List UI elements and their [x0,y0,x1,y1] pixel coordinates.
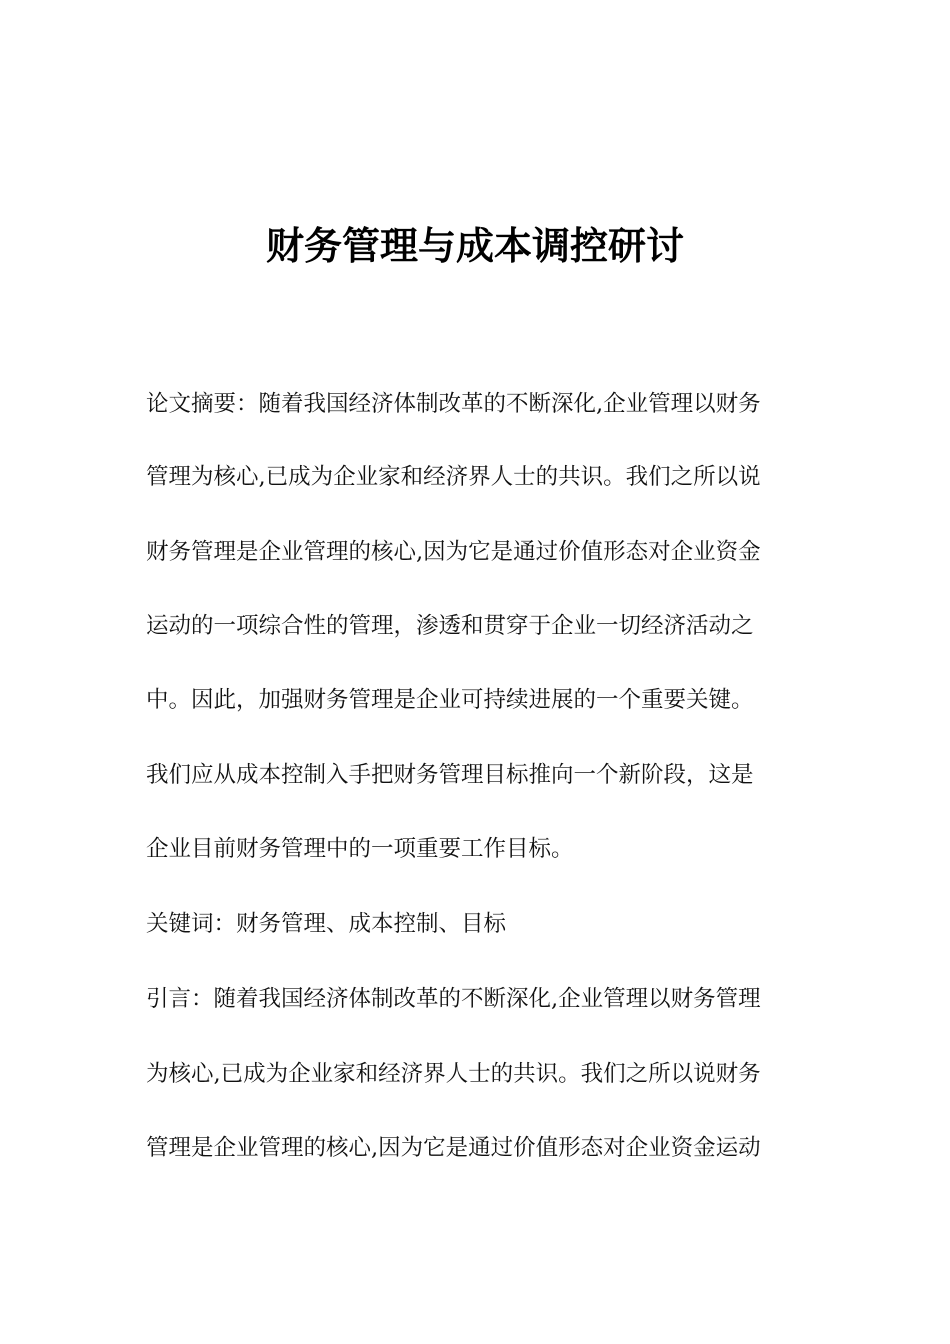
document-title: 财务管理与成本调控研讨 [265,224,684,268]
abstract-line-7: 企业目前财务管理中的一项重要工作目标。 [146,836,574,862]
intro-line-2: 为核心,已成为企业家和经济界人士的共识。我们之所以说财务 [146,1061,761,1087]
abstract-line-5: 中。因此，加强财务管理是企业可持续进展的一个重要关键。 [146,687,754,713]
intro-line-3: 管理是企业管理的核心,因为它是通过价值形态对企业资金运动 [146,1135,761,1161]
intro-line-1: 引言：随着我国经济体制改革的不断深化,企业管理以财务管理 [146,986,761,1012]
abstract-line-6: 我们应从成本控制入手把财务管理目标推向一个新阶段，这是 [146,762,754,788]
abstract-line-2: 管理为核心,已成为企业家和经济界人士的共识。我们之所以说 [146,464,761,490]
abstract-line-3: 财务管理是企业管理的核心,因为它是通过价值形态对企业资金 [146,539,761,565]
abstract-line-4: 运动的一项综合性的管理，渗透和贯穿于企业一切经济活动之 [146,613,754,639]
keywords-line: 关键词：财务管理、成本控制、目标 [146,911,507,937]
abstract-line-1: 论文摘要：随着我国经济体制改革的不断深化,企业管理以财务 [146,391,761,417]
